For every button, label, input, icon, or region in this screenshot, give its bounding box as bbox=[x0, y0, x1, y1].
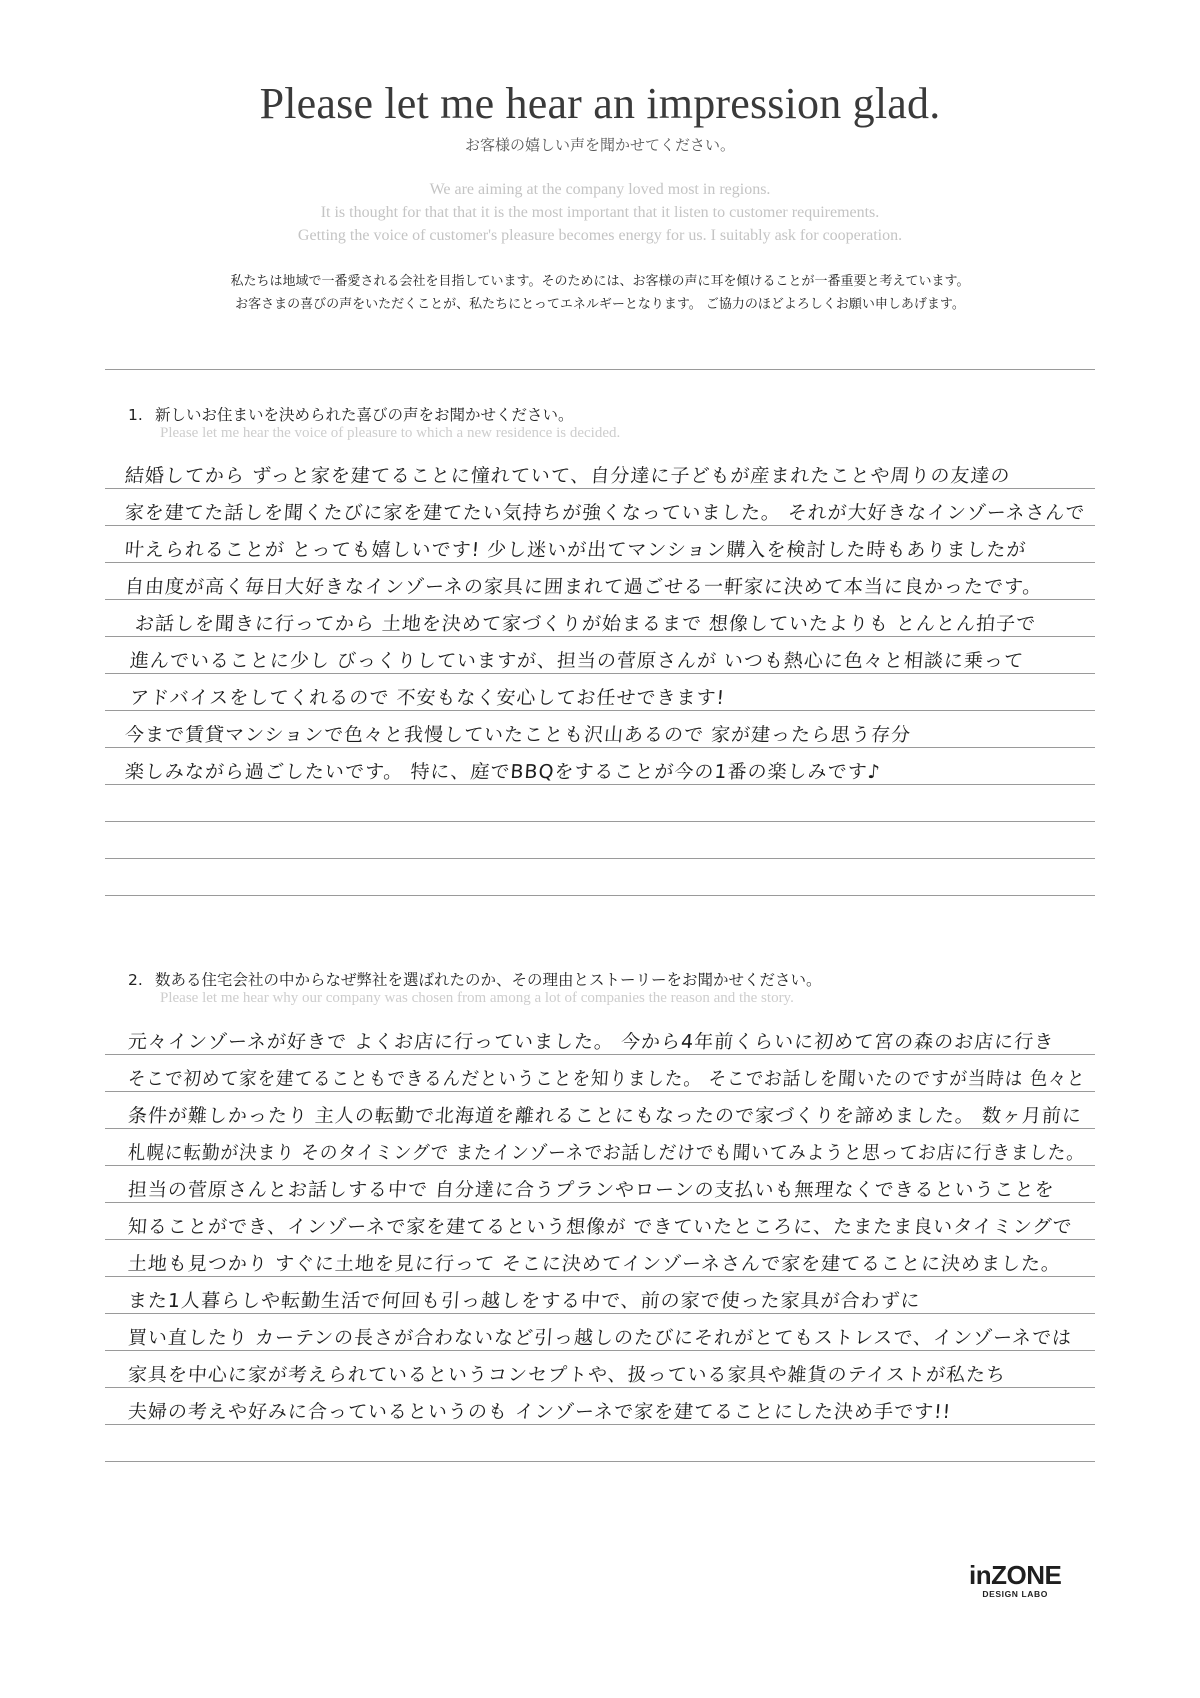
answer-2-line: 条件が難しかったり 主人の転勤で北海道を離れることにもなったので家づくりを諦めました。 数ヶ月前に bbox=[127, 1105, 1083, 1127]
answer-rule bbox=[105, 562, 1095, 563]
intro-english bbox=[0, 178, 1200, 247]
page-title: Please let me hear an impression glad. bbox=[259, 79, 941, 128]
answer-2-line: 夫婦の考えや好みに合っているというのも インゾーネで家を建てることにした決め手です!! bbox=[127, 1401, 952, 1423]
answer-1-line: アドバイスをしてくれるので 不安もなく安心してお任せできます! bbox=[129, 687, 726, 709]
answer-rule bbox=[105, 1091, 1095, 1092]
brand-logo bbox=[969, 1562, 1061, 1599]
answer-rule bbox=[105, 747, 1095, 748]
answer-rule bbox=[105, 599, 1095, 600]
answer-rule bbox=[105, 1313, 1095, 1314]
answer-2-line: 土地も見つかり すぐに土地を見に行って そこに決めてインゾーネさんで家を建てることに決めました。 bbox=[127, 1253, 1062, 1275]
answer-2-line: 札幌に転勤が決まり そのタイミングで またインゾーネでお話しだけでも聞いてみようと思ってお店に行きました。 bbox=[127, 1142, 1086, 1164]
section-divider bbox=[105, 369, 1095, 370]
question-number: 2. bbox=[128, 971, 143, 989]
answer-rule bbox=[105, 1350, 1095, 1351]
answer-1-line: 進んでいることに少し びっくりしていますが、担当の菅原さんが いつも熱心に色々と相談に乗って bbox=[129, 650, 1025, 672]
answer-rule bbox=[105, 858, 1095, 859]
answer-1-line: 楽しみながら過ごしたいです。 特に、庭でBBQをすることが今の1番の楽しみです♪ bbox=[124, 761, 882, 783]
answer-rule bbox=[105, 821, 1095, 822]
intro-en-line: We are aiming at the company loved most in regions. bbox=[429, 181, 771, 198]
answer-rule bbox=[105, 488, 1095, 489]
answer-rule bbox=[105, 710, 1095, 711]
intro-en-line: Getting the voice of customer's pleasure becomes energy for us. I suitably ask for cooperation. bbox=[297, 227, 903, 244]
logo-tagline: DESIGN LABO bbox=[982, 1589, 1048, 1599]
answer-rule bbox=[105, 784, 1095, 785]
answer-rule bbox=[105, 1461, 1095, 1462]
answer-rule bbox=[105, 1239, 1095, 1240]
answer-2-line: 知ることができ、インゾーネで家を建てるという想像が できていたところに、たまたま良いタイミングで bbox=[127, 1216, 1074, 1238]
answer-rule bbox=[105, 525, 1095, 526]
answer-2-line: 担当の菅原さんとお話しする中で 自分達に合うプランやローンの支払いも無理なくできるということを bbox=[127, 1179, 1056, 1201]
intro-ja-line: 私たちは地域で一番愛される会社を目指しています。そのためには、お客様の声に耳を傾けることが一番重要と考えています。 bbox=[230, 274, 970, 289]
question-label: 新しいお住まいを決められた喜びの声をお聞かせください。 bbox=[155, 406, 574, 424]
answer-1-line: 叶えられることが とっても嬉しいです! 少し迷いが出てマンション購入を検討した時もありましたが bbox=[124, 539, 1028, 561]
answer-rule bbox=[105, 673, 1095, 674]
answer-rule bbox=[105, 1165, 1095, 1166]
answer-rule bbox=[105, 1387, 1095, 1388]
answer-2-line: そこで初めて家を建てることもできるんだということを知りました。 そこでお話しを聞いたのですが当時は 色々と bbox=[127, 1068, 1087, 1090]
answer-rule bbox=[105, 1128, 1095, 1129]
answer-rule bbox=[105, 895, 1095, 896]
question-number: 1. bbox=[128, 406, 143, 424]
question-label: 数ある住宅会社の中からなぜ弊社を選ばれたのか、その理由とストーリーをお聞かせください。 bbox=[155, 971, 822, 989]
answer-rule bbox=[105, 1276, 1095, 1277]
answer-2-line: 元々インゾーネが好きで よくお店に行っていました。 今から4年前くらいに初めて宮の森のお店に行き bbox=[127, 1031, 1055, 1053]
intro-japanese bbox=[0, 270, 1200, 316]
answer-1-line: 自由度が高く毎日大好きなインゾーネの家具に囲まれて過ごせる一軒家に決めて本当に良かったです。 bbox=[124, 576, 1044, 598]
answer-1-line: 今まで賃貸マンションで色々と我慢していたことも沢山あるので 家が建ったら思う存分 bbox=[124, 724, 912, 746]
answer-1-line: 結婚してから ずっと家を建てることに憧れていて、自分達に子どもが産まれたことや周りの友達の bbox=[124, 465, 1012, 487]
question-2-heading bbox=[128, 968, 822, 990]
logo-wordmark: inZONE bbox=[969, 1560, 1062, 1590]
intro-en-line: It is thought for that that it is the most important that it listen to customer requirements. bbox=[320, 204, 880, 221]
answer-1-line: お話しを聞きに行ってから 土地を決めて家づくりが始まるまで 想像していたよりも とんとん拍子で bbox=[134, 613, 1037, 635]
intro-ja-line: お客さまの喜びの声をいただくことが、私たちにとってエネルギーとなります。 ご協力のほどよろしくお願い申しあげます。 bbox=[235, 297, 965, 312]
answer-rule bbox=[105, 636, 1095, 637]
question-2-label-en: Please let me hear why our company was chosen from among a lot of companies the reason and the story. bbox=[160, 990, 794, 1006]
answer-2-line: また1人暮らしや転勤生活で何回も引っ越しをする中で、前の家で使った家具が合わずに bbox=[127, 1290, 922, 1312]
answer-1-line: 家を建てた話しを聞くたびに家を建てたい気持ちが強くなっていました。 それが大好きなインゾーネさんで bbox=[124, 502, 1086, 524]
answer-2-line: 買い直したり カーテンの長さが合わないなど引っ越しのたびにそれがとてもストレスで、インゾーネでは bbox=[127, 1327, 1073, 1349]
answer-rule bbox=[105, 1054, 1095, 1055]
answer-2-line: 家具を中心に家が考えられているというコンセプトや、扱っている家具や雑貨のテイストが私たち bbox=[127, 1364, 1007, 1386]
question-1-label-en: Please let me hear the voice of pleasure to which a new residence is decided. bbox=[160, 425, 621, 441]
answer-rule bbox=[105, 1202, 1095, 1203]
page-subtitle: お客様の嬉しい声を聞かせてください。 bbox=[464, 136, 735, 154]
question-1-heading bbox=[128, 403, 574, 425]
answer-rule bbox=[105, 1424, 1095, 1425]
